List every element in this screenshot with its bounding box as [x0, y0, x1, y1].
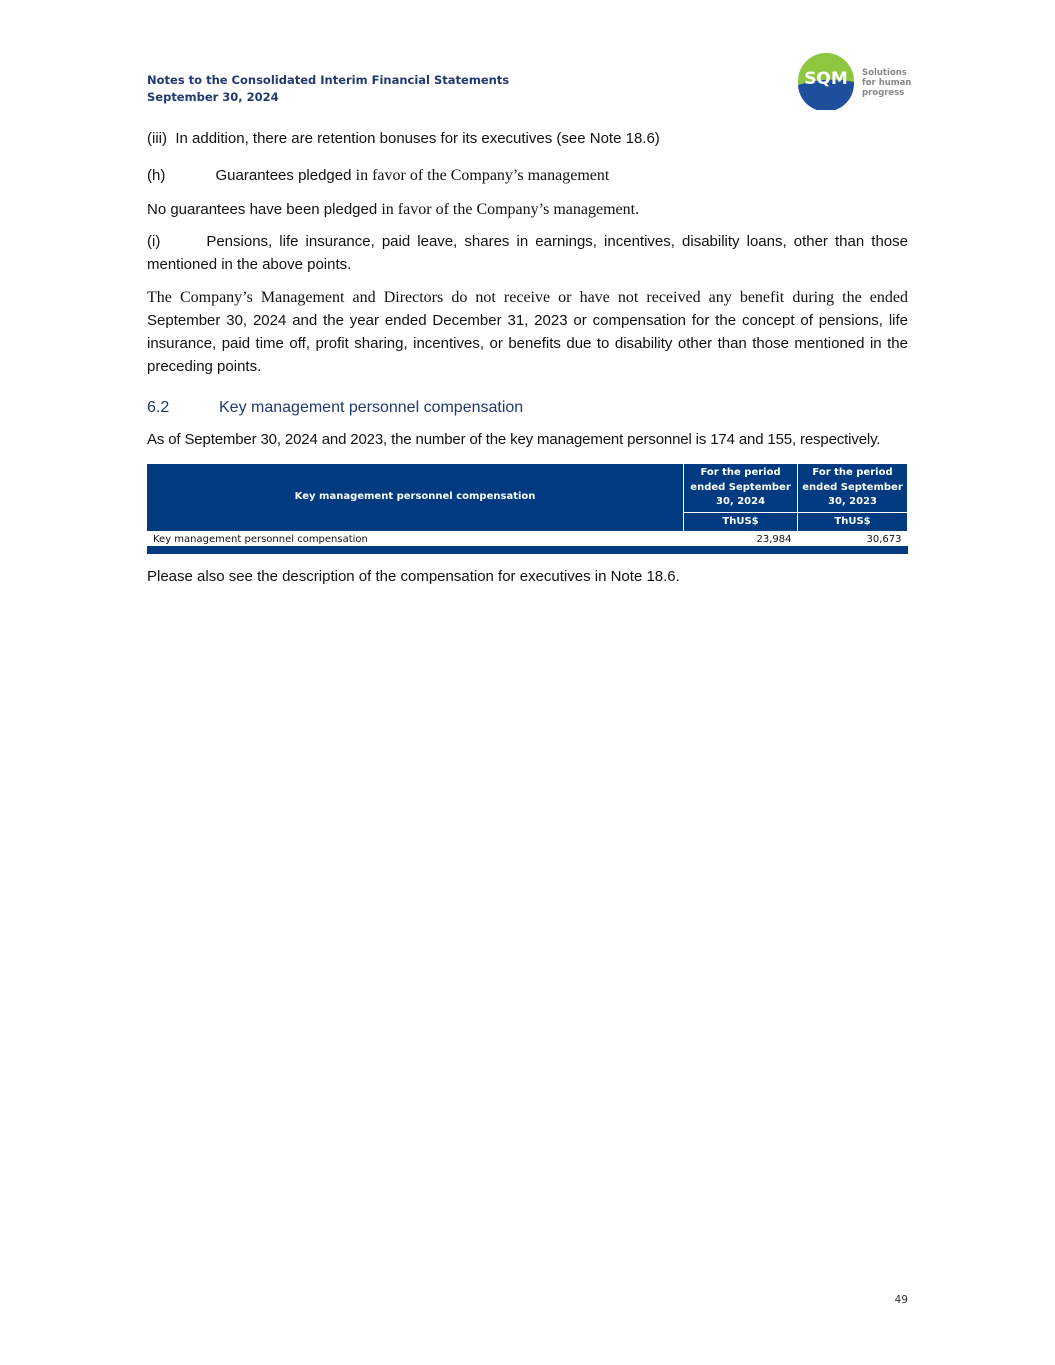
header-date: September 30, 2024 [147, 90, 279, 104]
table-header-2024: For the period ended September 30, 2024 [684, 464, 798, 513]
table-unit-2023: ThUS$ [798, 512, 908, 532]
item-label: (i) [147, 233, 161, 250]
table-unit-2024: ThUS$ [684, 512, 798, 532]
paragraph-see-also: Please also see the description of the compensation for executives in Note 18.6. [147, 568, 680, 585]
item-text: Guarantees pledged [215, 167, 352, 184]
table-header-2023: For the period ended September 30, 2023 [798, 464, 908, 513]
paragraph-no-guarantees: No guarantees have been pledged in favor of the Company’s management. [147, 201, 640, 218]
row-value-2023: 30,673 [866, 534, 902, 545]
paragraph-item-iii [147, 127, 908, 150]
section-heading [147, 399, 523, 417]
row-label: Key management personnel compensation [153, 534, 368, 545]
row-value-2024: 23,984 [756, 534, 792, 545]
item-label: (iii) [147, 130, 167, 147]
header-title: Notes to the Consolidated Interim Financial Statements [147, 73, 510, 87]
table-header-main: Key management personnel compensation [147, 464, 684, 532]
logo-text: SQM [804, 69, 848, 89]
page-number: 49 [894, 1294, 908, 1306]
logo-tagline: Solutions for human progress [862, 68, 912, 98]
paragraph-item-h [147, 164, 908, 187]
section-title: Key management personnel compensation [219, 399, 524, 416]
document-header [147, 72, 509, 106]
item-text: Pensions, life insurance, paid leave, shares in earnings, incentives, disability loans, other than those mentioned in the above points. [147, 233, 908, 273]
item-text-serif: in favor of the Company’s management [355, 167, 610, 184]
section-number: 6.2 [147, 399, 170, 416]
paragraph-item-i [147, 230, 908, 276]
paragraph-key-personnel: As of September 30, 2024 and 2023, the number of the key management personnel is 174 and 155, respectively. [147, 431, 881, 448]
item-text: In addition, there are retention bonuses for its executives (see Note 18.6) [175, 130, 660, 147]
item-label: (h) [147, 167, 166, 184]
table-bottom-bar [147, 546, 908, 554]
compensation-table [147, 463, 908, 548]
paragraph-benefits: The Company’s Management and Directors do not receive or have not received any benefit during the ended September 30, 2024 and the year ended December 31, 2023 or compensation for the concept of pensions, life insurance, paid time off, profit sharing, incentives, or benefits due to disability other than those mentioned in the preceding points. [147, 289, 908, 375]
